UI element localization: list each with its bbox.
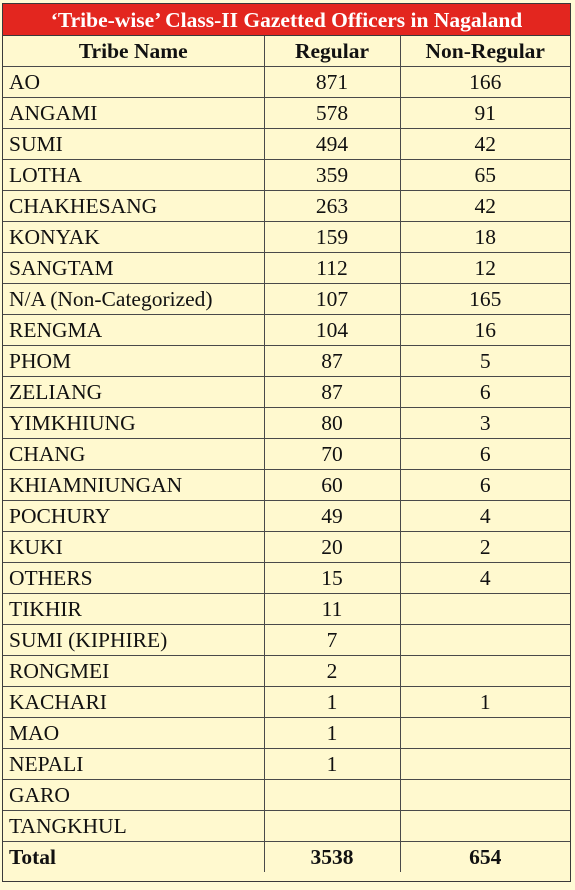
non-regular-cell: [400, 780, 570, 811]
table-row: [3, 811, 570, 842]
regular-cell: 1: [264, 687, 400, 718]
table-row: [3, 687, 570, 718]
regular-cell: 15: [264, 563, 400, 594]
table-row: [3, 377, 570, 408]
table-row: [3, 625, 570, 656]
tribe-name-cell: RENGMA: [3, 315, 264, 346]
table-row: [3, 439, 570, 470]
table-row: [3, 315, 570, 346]
tribe-name-cell: KHIAMNIUNGAN: [3, 470, 264, 501]
table-row: [3, 594, 570, 625]
table-row: [3, 346, 570, 377]
regular-cell: 871: [264, 67, 400, 98]
table-row: [3, 408, 570, 439]
regular-cell: 107: [264, 284, 400, 315]
regular-cell: 263: [264, 191, 400, 222]
header-regular: Regular: [264, 36, 400, 67]
non-regular-cell: 91: [400, 98, 570, 129]
tribe-name-cell: KONYAK: [3, 222, 264, 253]
table-row: [3, 780, 570, 811]
regular-cell: 1: [264, 718, 400, 749]
tribe-name-cell: CHAKHESANG: [3, 191, 264, 222]
regular-cell: 578: [264, 98, 400, 129]
total-regular: 3538: [264, 842, 400, 873]
tribe-name-cell: PHOM: [3, 346, 264, 377]
regular-cell: 104: [264, 315, 400, 346]
table-row: [3, 129, 570, 160]
tribe-name-cell: CHANG: [3, 439, 264, 470]
header-non-regular: Non-Regular: [400, 36, 570, 67]
regular-cell: 1: [264, 749, 400, 780]
non-regular-cell: 18: [400, 222, 570, 253]
table-card: [2, 3, 571, 882]
tribe-name-cell: GARO: [3, 780, 264, 811]
non-regular-cell: 4: [400, 563, 570, 594]
non-regular-cell: [400, 625, 570, 656]
tribe-name-cell: N/A (Non-Categorized): [3, 284, 264, 315]
non-regular-cell: [400, 656, 570, 687]
regular-cell: 359: [264, 160, 400, 191]
tribe-name-cell: TANGKHUL: [3, 811, 264, 842]
non-regular-cell: 6: [400, 377, 570, 408]
table-row: [3, 222, 570, 253]
non-regular-cell: 6: [400, 439, 570, 470]
non-regular-cell: 4: [400, 501, 570, 532]
regular-cell: [264, 811, 400, 842]
regular-cell: 112: [264, 253, 400, 284]
total-non-regular: 654: [400, 842, 570, 873]
non-regular-cell: [400, 811, 570, 842]
tribe-name-cell: MAO: [3, 718, 264, 749]
non-regular-cell: 166: [400, 67, 570, 98]
header-tribe-name: Tribe Name: [3, 36, 264, 67]
total-row: [3, 842, 570, 873]
regular-cell: 70: [264, 439, 400, 470]
table-row: [3, 253, 570, 284]
tribe-name-cell: TIKHIR: [3, 594, 264, 625]
regular-cell: 80: [264, 408, 400, 439]
table-row: [3, 501, 570, 532]
table-row: [3, 749, 570, 780]
table-row: [3, 67, 570, 98]
tribe-name-cell: LOTHA: [3, 160, 264, 191]
non-regular-cell: 42: [400, 129, 570, 160]
non-regular-cell: 5: [400, 346, 570, 377]
regular-cell: 11: [264, 594, 400, 625]
table-row: [3, 563, 570, 594]
table-row: [3, 470, 570, 501]
tribe-name-cell: OTHERS: [3, 563, 264, 594]
tribe-name-cell: SUMI (KIPHIRE): [3, 625, 264, 656]
non-regular-cell: 65: [400, 160, 570, 191]
non-regular-cell: [400, 718, 570, 749]
tribe-name-cell: ZELIANG: [3, 377, 264, 408]
header-row: [3, 36, 570, 67]
table-row: [3, 98, 570, 129]
table-row: [3, 284, 570, 315]
regular-cell: 49: [264, 501, 400, 532]
total-label: Total: [3, 842, 264, 873]
table-row: [3, 160, 570, 191]
tribe-name-cell: YIMKHIUNG: [3, 408, 264, 439]
non-regular-cell: [400, 594, 570, 625]
non-regular-cell: 12: [400, 253, 570, 284]
tribe-name-cell: KACHARI: [3, 687, 264, 718]
table-row: [3, 656, 570, 687]
table-row: [3, 718, 570, 749]
regular-cell: 2: [264, 656, 400, 687]
regular-cell: 20: [264, 532, 400, 563]
tribe-name-cell: KUKI: [3, 532, 264, 563]
non-regular-cell: 3: [400, 408, 570, 439]
officers-table: [3, 36, 570, 872]
table-row: [3, 532, 570, 563]
tribe-name-cell: SUMI: [3, 129, 264, 160]
tribe-name-cell: POCHURY: [3, 501, 264, 532]
non-regular-cell: 6: [400, 470, 570, 501]
regular-cell: 60: [264, 470, 400, 501]
regular-cell: 87: [264, 346, 400, 377]
regular-cell: 87: [264, 377, 400, 408]
tribe-name-cell: AO: [3, 67, 264, 98]
regular-cell: 7: [264, 625, 400, 656]
non-regular-cell: 2: [400, 532, 570, 563]
tribe-name-cell: RONGMEI: [3, 656, 264, 687]
non-regular-cell: 1: [400, 687, 570, 718]
table-title: ‘Tribe-wise’ Class-II Gazetted Officers in Nagaland: [3, 4, 570, 36]
tribe-name-cell: NEPALI: [3, 749, 264, 780]
table-row: [3, 191, 570, 222]
non-regular-cell: 42: [400, 191, 570, 222]
non-regular-cell: 165: [400, 284, 570, 315]
tribe-name-cell: SANGTAM: [3, 253, 264, 284]
non-regular-cell: [400, 749, 570, 780]
regular-cell: [264, 780, 400, 811]
regular-cell: 159: [264, 222, 400, 253]
regular-cell: 494: [264, 129, 400, 160]
tribe-name-cell: ANGAMI: [3, 98, 264, 129]
non-regular-cell: 16: [400, 315, 570, 346]
